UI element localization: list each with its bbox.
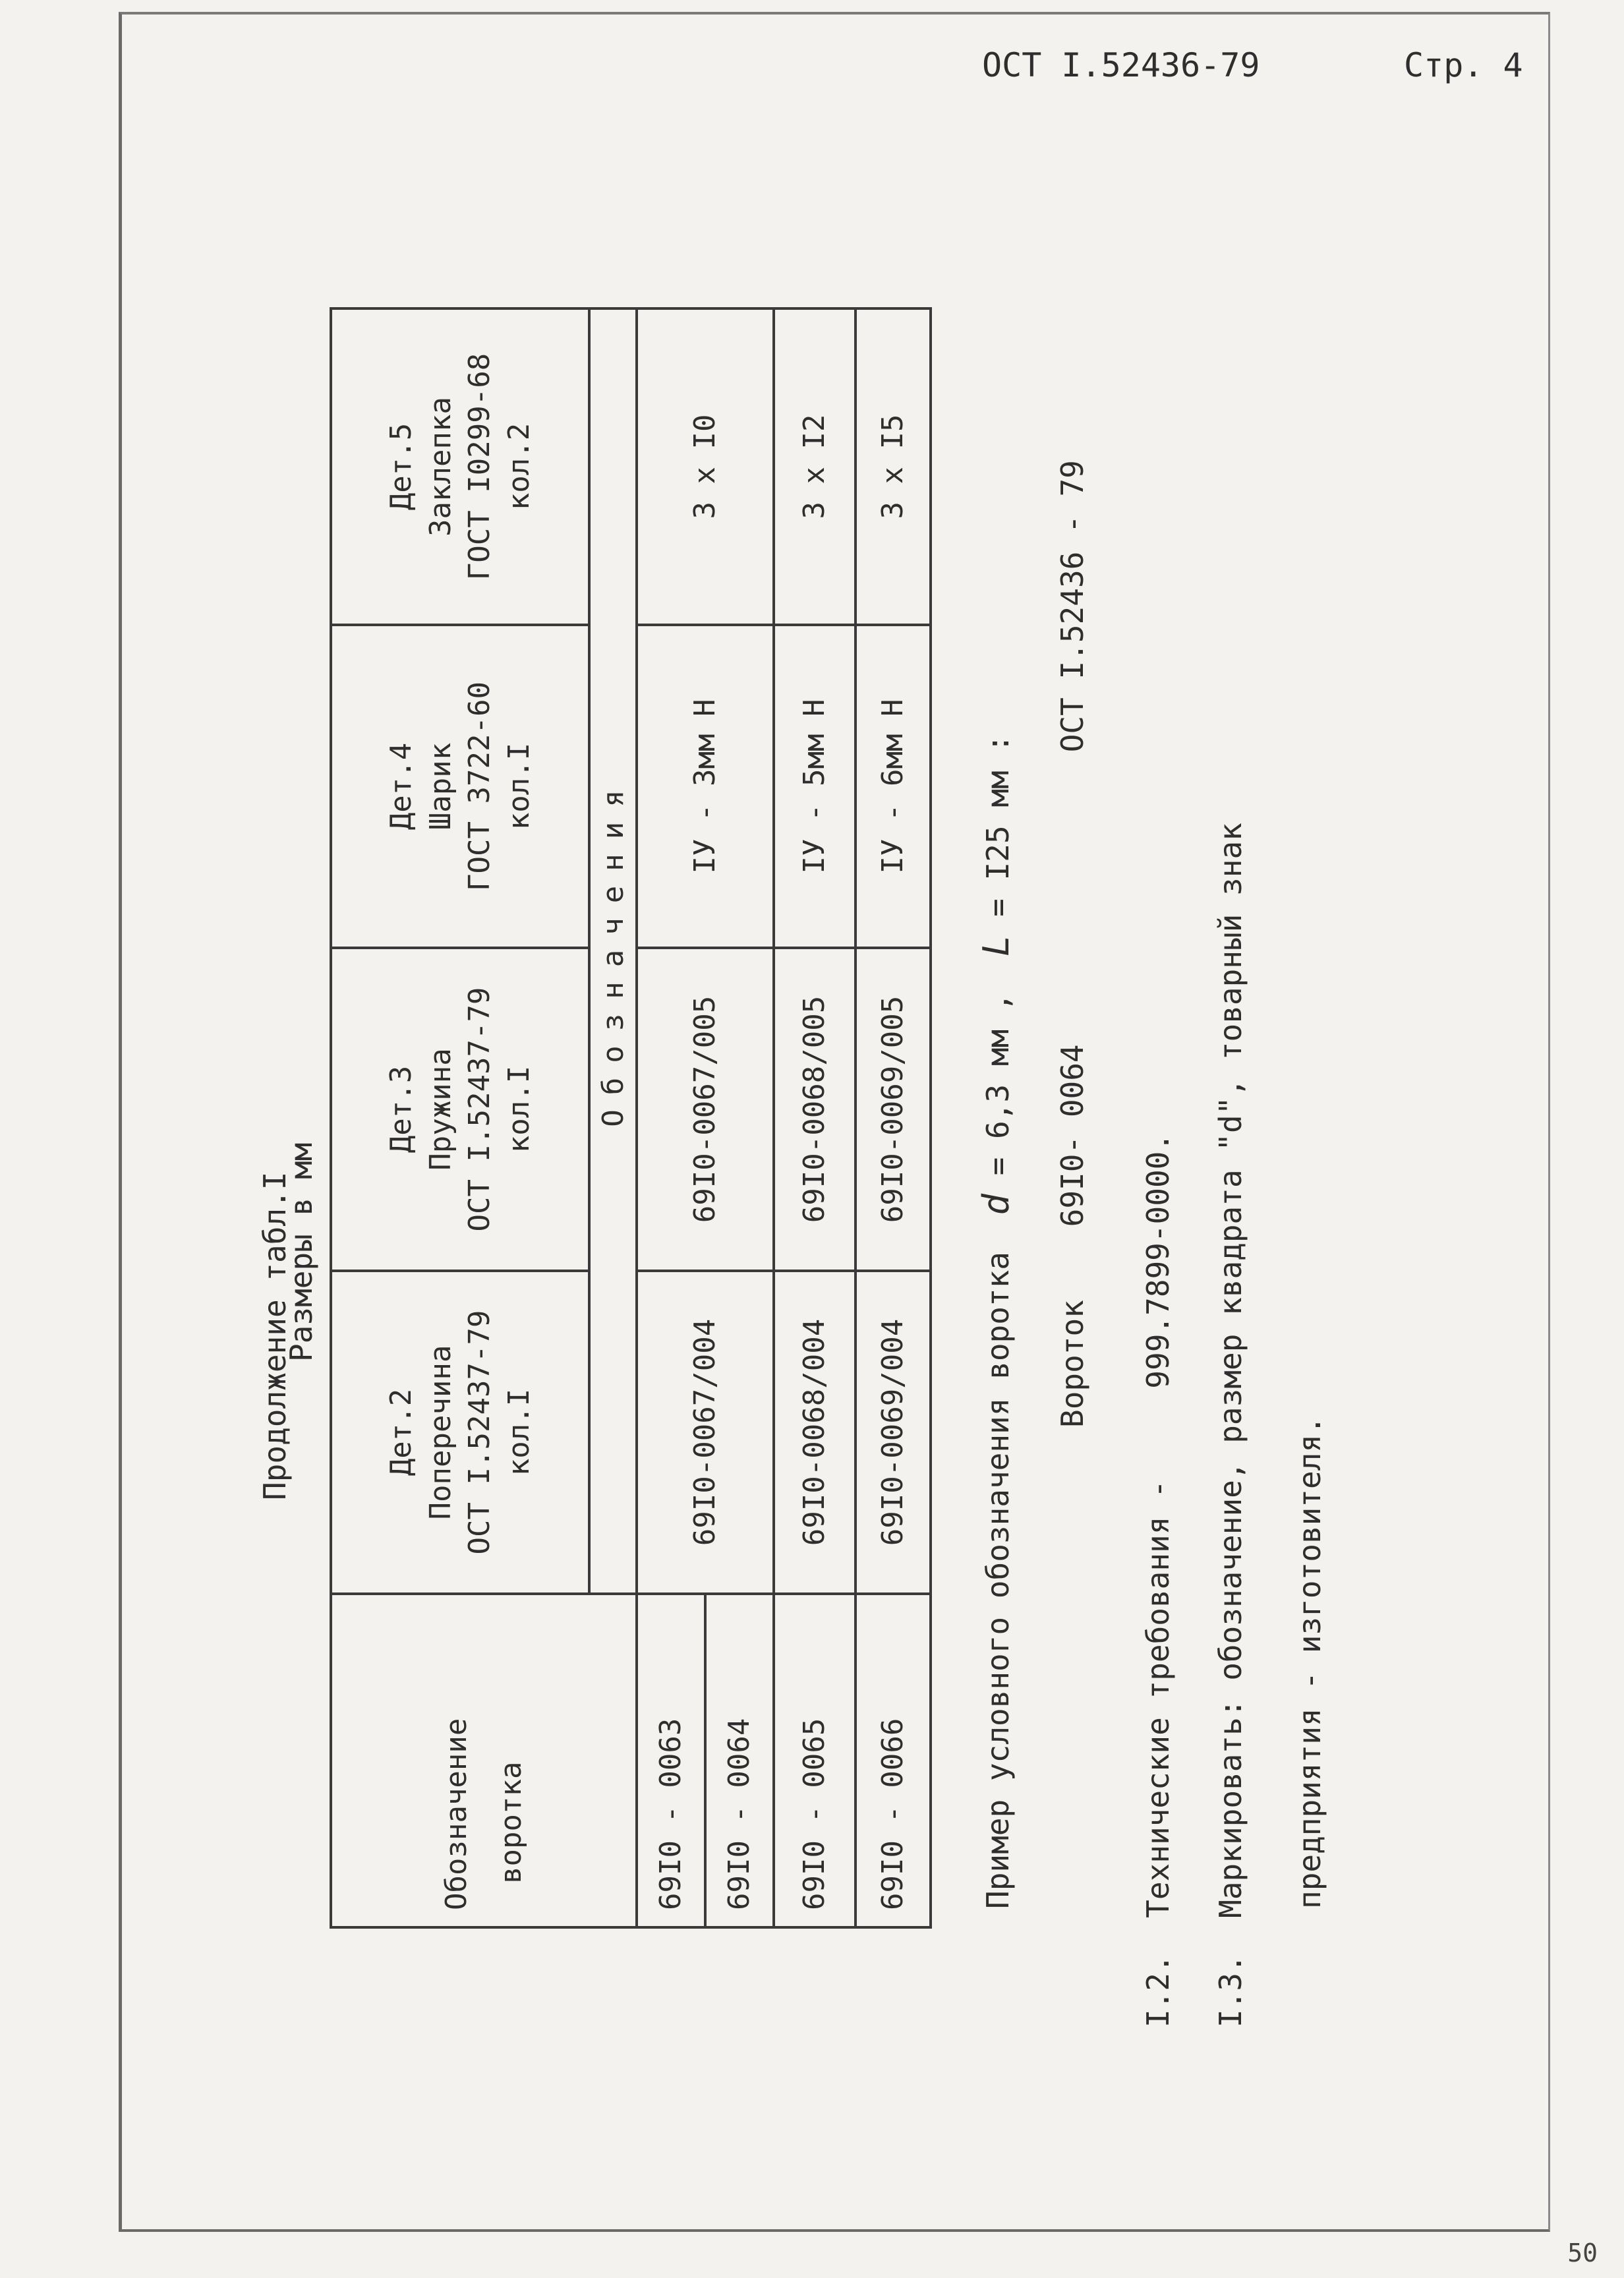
designation-prefix: Вороток (1055, 1300, 1090, 1428)
units-note: Размеры в мм (283, 1142, 319, 1362)
table-header-row (331, 308, 589, 1927)
cell-part-2: 69I0-0067/004 (637, 1271, 774, 1594)
item-continuation: предприятия - изготовителя. (1292, 1416, 1327, 1909)
designation-standard: ОСТ I.52436 - 79 (1055, 460, 1090, 753)
header-part-4 (331, 625, 589, 948)
cell-part-4: IУ - 3мм Н (637, 625, 774, 948)
header-line: ОСТ I.52437-79 (463, 987, 497, 1232)
page-label: Стр. 4 (1404, 46, 1523, 84)
cell-part-3: 69I0-0068/005 (774, 948, 856, 1271)
item-text: Технические требования - 999.7899-0000. (1140, 1132, 1176, 1918)
item-number: I.2. (1140, 1954, 1176, 2028)
example-line (975, 734, 1017, 1909)
cell-part-3: 69I0-0069/005 (856, 948, 931, 1271)
header-line: ГОСТ I0299-68 (463, 353, 497, 581)
cell-part-5: 3 х I2 (774, 308, 856, 625)
spec-table (330, 307, 932, 1929)
header-designation (331, 1594, 637, 1927)
designations-band: Обозначения (589, 308, 637, 1594)
header-line: Дет.2 (384, 1388, 419, 1476)
cell-part-5: 3 х I0 (637, 308, 774, 625)
header-line: Дет.4 (384, 742, 419, 831)
header-line: Шарик (423, 742, 457, 831)
cell-part-4: IУ - 6мм Н (856, 625, 931, 948)
header-line: Поперечина (423, 1345, 457, 1520)
footer-page-number: 50 (1567, 2238, 1598, 2267)
table-row (774, 308, 856, 1927)
header-line: кол.I (502, 742, 536, 831)
item-text: Маркировать: обозначение, размер квадрата "d", товарный знак (1213, 823, 1248, 1918)
list-item (1213, 823, 1248, 2028)
row-designation: 69I0 - 0065 (774, 1594, 856, 1927)
header-line: ГОСТ 3722-60 (463, 682, 497, 891)
d-symbol: d (975, 1194, 1017, 1215)
header-part-5 (331, 308, 589, 625)
list-item (1140, 1133, 1176, 2028)
row-designation: 69I0 - 0063 (637, 1594, 705, 1927)
row-designation: 69I0 - 0064 (705, 1594, 774, 1927)
L-value: = I25 мм : (980, 734, 1016, 917)
header-line: кол.2 (502, 423, 536, 511)
designation-number: 69I0- 0064 (1055, 1044, 1090, 1227)
header-line: Дет.3 (384, 1065, 419, 1154)
cell-part-2: 69I0-0069/004 (856, 1271, 931, 1594)
row-designation: 69I0 - 0066 (856, 1594, 931, 1927)
example-intro: Пример условного обозначения воротка (980, 1252, 1016, 1909)
header-line: Заклепка (423, 397, 457, 537)
header-line: ОСТ I.52437-79 (463, 1310, 497, 1555)
cell-part-4: IУ - 5мм Н (774, 625, 856, 948)
table-caption: Продолжение табл.I (257, 1171, 293, 1500)
table-row (637, 308, 705, 1927)
L-symbol: L (975, 935, 1017, 957)
header-line: Пружина (423, 1048, 457, 1171)
header-line: кол.I (502, 1065, 536, 1154)
d-value: = 6,3 мм , (980, 993, 1016, 1176)
header-part-3 (331, 948, 589, 1271)
document-code: ОСТ I.52436-79 (982, 46, 1260, 84)
header-line: Дет.5 (384, 423, 419, 511)
header-designation-line: воротка (494, 1761, 528, 1884)
cell-part-2: 69I0-0068/004 (774, 1271, 856, 1594)
header-designation-line: Обозначение (439, 1718, 473, 1910)
item-number: I.3. (1213, 1954, 1248, 2028)
table-row (856, 308, 931, 1927)
header-line: кол.I (502, 1388, 536, 1476)
example-designation (1055, 460, 1090, 1428)
cell-part-5: 3 х I5 (856, 308, 931, 625)
cell-part-3: 69I0-0067/005 (637, 948, 774, 1271)
header-part-2 (331, 1271, 589, 1594)
